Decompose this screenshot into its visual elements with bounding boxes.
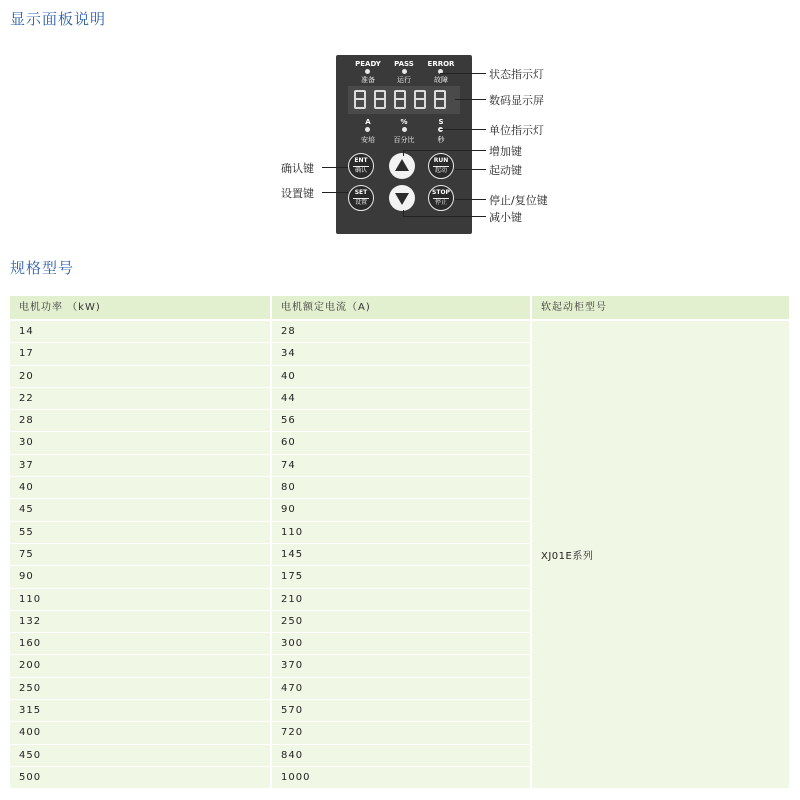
cell-rated-current: 90	[272, 499, 530, 520]
cell-motor-power: 400	[10, 722, 270, 743]
callout-increase-key: 增加键	[489, 145, 522, 158]
set-button[interactable]	[348, 185, 374, 211]
callout-unit-led: 单位指示灯	[489, 124, 544, 137]
cell-rated-current: 60	[272, 432, 530, 453]
callout-stop-reset-key: 停止/复位键	[489, 194, 548, 207]
indicator-label-ready: 准备	[361, 76, 375, 84]
display-panel	[336, 55, 472, 234]
ent-button[interactable]	[348, 153, 374, 179]
callout-line-confirm	[322, 167, 348, 168]
cell-rated-current: 470	[272, 678, 530, 699]
display-digit	[374, 90, 386, 109]
cell-rated-current: 80	[272, 477, 530, 498]
column-divider	[530, 296, 532, 319]
cell-rated-current: 370	[272, 655, 530, 676]
cell-motor-power: 160	[10, 633, 270, 654]
unit-code-amp: A	[365, 118, 371, 126]
cell-rated-current: 840	[272, 745, 530, 766]
cell-motor-power: 110	[10, 589, 270, 610]
cell-motor-power: 75	[10, 544, 270, 565]
ent-button-code: ENT	[354, 157, 368, 164]
display-digit	[354, 90, 366, 109]
cell-motor-power: 500	[10, 767, 270, 788]
cell-motor-power: 14	[10, 321, 270, 342]
callout-set-key: 设置键	[281, 187, 314, 200]
table-body	[10, 321, 789, 789]
cell-motor-power: 22	[10, 388, 270, 409]
callout-line-display	[455, 99, 486, 100]
callout-status-led: 状态指示灯	[489, 68, 544, 81]
cell-rated-current: 1000	[272, 767, 530, 788]
run-button-code: RUN	[433, 157, 449, 164]
cell-rated-current: 44	[272, 388, 530, 409]
indicator-label-error: 故障	[434, 76, 448, 84]
callout-line-decrease	[403, 216, 486, 217]
unit-code-percent: %	[400, 118, 408, 126]
set-button-label: 设置	[354, 199, 367, 206]
display-digit	[394, 90, 406, 109]
column-divider	[270, 296, 272, 319]
callout-line-increase	[403, 150, 486, 151]
spec-table	[10, 296, 789, 789]
header-rated-current: 电机额定电流（A)	[281, 302, 371, 313]
arrow-up-icon	[395, 159, 409, 171]
cell-motor-power: 45	[10, 499, 270, 520]
unit-label-amp: 安培	[361, 136, 375, 144]
cell-motor-power: 315	[10, 700, 270, 721]
stop-button-label: 停止	[434, 199, 447, 206]
callout-start-key: 起动键	[489, 164, 522, 177]
decrease-button[interactable]	[389, 185, 415, 211]
cell-motor-power: 20	[10, 366, 270, 387]
cell-motor-power: 28	[10, 410, 270, 431]
cell-motor-power: 55	[10, 522, 270, 543]
cell-rated-current: 210	[272, 589, 530, 610]
amp-led	[365, 127, 370, 132]
cell-rated-current: 300	[272, 633, 530, 654]
callout-decrease-key: 减小键	[489, 211, 522, 224]
spec-section-title: 规格型号	[10, 259, 75, 277]
cell-motor-power: 37	[10, 455, 270, 476]
cell-motor-power: 450	[10, 745, 270, 766]
indicator-label-pass: 运行	[397, 76, 411, 84]
header-motor-power: 电机功率 （kW)	[19, 302, 101, 313]
run-button-label: 起动	[434, 167, 447, 174]
stop-button-code: STOP	[432, 189, 450, 196]
indicator-code-error: ERROR	[427, 60, 455, 68]
cell-rated-current: 720	[272, 722, 530, 743]
cell-motor-power: 40	[10, 477, 270, 498]
callout-line-status	[440, 73, 486, 74]
cell-rated-current: 40	[272, 366, 530, 387]
indicator-code-ready: PEADY	[355, 60, 381, 68]
cell-rated-current: 34	[272, 343, 530, 364]
unit-code-second: S	[438, 118, 444, 126]
display-digit	[434, 90, 446, 109]
cell-motor-power: 132	[10, 611, 270, 632]
callout-digital-display: 数码显示屏	[489, 94, 544, 107]
arrow-down-icon	[395, 193, 409, 205]
cell-rated-current: 28	[272, 321, 530, 342]
digital-display	[348, 86, 460, 114]
callout-confirm-key: 确认键	[281, 162, 314, 175]
display-digit	[414, 90, 426, 109]
cell-rated-current: 56	[272, 410, 530, 431]
ready-led	[365, 69, 370, 74]
ent-button-label: 确认	[354, 167, 367, 174]
cell-model-series: XJ01E系列	[532, 321, 789, 788]
cell-rated-current: 74	[272, 455, 530, 476]
run-button[interactable]	[428, 153, 454, 179]
pass-led	[402, 69, 407, 74]
cell-motor-power: 17	[10, 343, 270, 364]
callout-line-stop	[455, 199, 486, 200]
panel-section-title: 显示面板说明	[10, 10, 107, 28]
cell-motor-power: 30	[10, 432, 270, 453]
callout-line-set	[322, 192, 348, 193]
callout-line-start	[455, 169, 486, 170]
cell-rated-current: 570	[272, 700, 530, 721]
cell-rated-current: 175	[272, 566, 530, 587]
indicator-code-pass: PASS	[394, 60, 414, 68]
cell-rated-current: 250	[272, 611, 530, 632]
cell-motor-power: 90	[10, 566, 270, 587]
table-header	[10, 296, 789, 319]
callout-line-unit	[440, 129, 486, 130]
cell-rated-current: 110	[272, 522, 530, 543]
increase-button[interactable]	[389, 153, 415, 179]
percent-led	[402, 127, 407, 132]
unit-label-percent: 百分比	[393, 136, 415, 144]
cell-rated-current: 145	[272, 544, 530, 565]
stop-button[interactable]	[428, 185, 454, 211]
cell-motor-power: 200	[10, 655, 270, 676]
header-model: 软起动柜型号	[541, 302, 607, 313]
cell-motor-power: 250	[10, 678, 270, 699]
unit-label-second: 秒	[437, 136, 445, 144]
set-button-code: SET	[354, 189, 368, 196]
